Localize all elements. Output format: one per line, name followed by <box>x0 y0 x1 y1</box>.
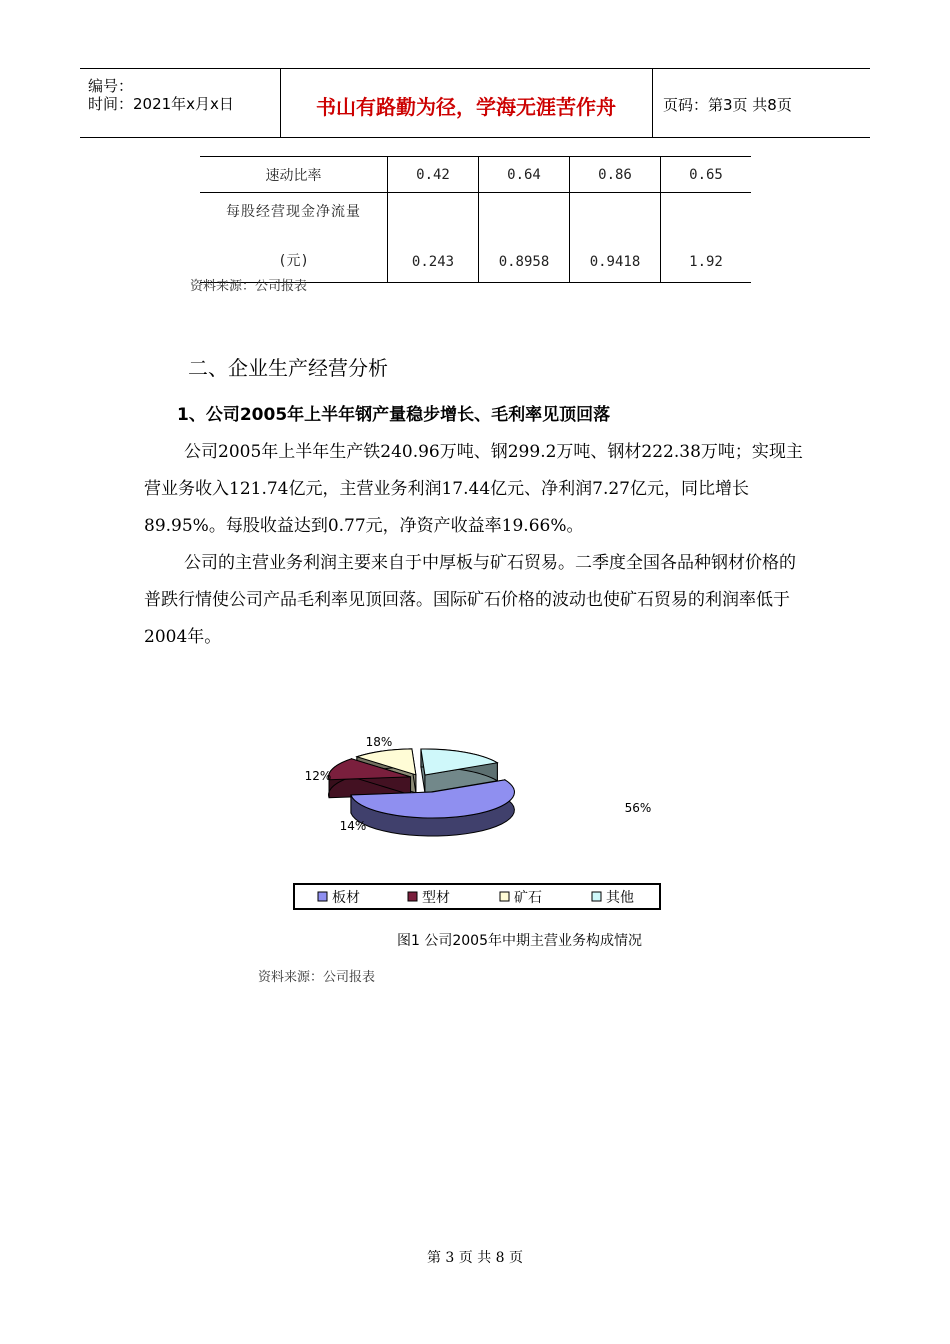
page-info: 页码：第3页 共8页 <box>663 96 792 114</box>
table-cell-value: 0.243 <box>411 254 455 270</box>
table-cell: 0.86 <box>570 157 661 193</box>
table-cell <box>661 193 752 283</box>
paragraph-2-text: 公司的主营业务利润主要来自于中厚板与矿石贸易。二季度全国各品种钢材价格的普跌行情使公司产品毛利率见顶回落。国际矿石价格的波动也使矿石贸易的利润率低于2004年。 <box>144 553 796 647</box>
table-label-line2: (元) <box>278 253 309 269</box>
figure-source: 资料来源：公司报表 <box>258 970 376 985</box>
legend-swatch <box>592 892 601 901</box>
table-cell-value: 0.8958 <box>498 254 550 270</box>
page-header <box>80 68 870 138</box>
number-label: 编号： <box>88 77 134 95</box>
legend-label: 其他 <box>606 890 634 906</box>
figure-caption: 图1 公司2005年中期主营业务构成情况 <box>397 933 642 949</box>
pie-label: 14% <box>339 819 367 833</box>
pie-label: 12% <box>304 769 332 783</box>
table-cell: 0.65 <box>661 157 752 193</box>
header-meta-cell <box>80 69 281 137</box>
table-cell <box>570 193 661 283</box>
table-row <box>200 157 751 193</box>
table-source: 资料来源：公司报表 <box>190 279 308 294</box>
table-cell <box>479 193 570 283</box>
header-motto-cell <box>280 69 653 137</box>
legend-swatch <box>500 892 509 901</box>
table-cell-label: 速动比率 <box>200 157 388 193</box>
legend-label: 型材 <box>422 890 450 906</box>
page-footer: 第 3 页 共 8 页 <box>426 1250 524 1266</box>
table-cell-value: 0.9418 <box>589 254 641 270</box>
pie-chart-svg <box>290 730 670 915</box>
legend-swatch <box>408 892 417 901</box>
pie-label: 18% <box>365 735 393 749</box>
legend-label: 矿石 <box>514 890 542 906</box>
table-cell <box>388 193 479 283</box>
table-cell-label <box>200 193 388 283</box>
pie-label: 56% <box>624 801 652 815</box>
section-subheading: 1、公司2005年上半年钢产量稳步增长、毛利率见顶回落 <box>177 405 611 425</box>
paragraph-1 <box>144 434 804 545</box>
pie-chart <box>290 730 670 915</box>
motto: 书山有路勤为径，学海无涯苦作舟 <box>316 95 616 119</box>
table-cell: 0.42 <box>388 157 479 193</box>
time-label: 时间：2021年x月x日 <box>88 95 234 113</box>
table-row <box>200 193 751 283</box>
legend-swatch <box>318 892 327 901</box>
section-heading: 二、企业生产经营分析 <box>188 356 388 380</box>
legend-label: 板材 <box>332 890 360 906</box>
paragraph-1-text: 公司2005年上半年生产铁240.96万吨、钢299.2万吨、钢材222.38万吨；实现主营业务收入121.74亿元，主营业务利润17.44亿元、净利润7.27亿元，同比增长89.95%。每股收益达到0.77元，净资产收益率19.66%。 <box>144 442 803 536</box>
table-label-line1: 每股经营现金净流量 <box>226 204 361 220</box>
financial-table <box>200 156 751 283</box>
header-page-cell <box>653 69 870 137</box>
table-cell-value: 1.92 <box>689 254 723 270</box>
paragraph-2 <box>144 545 804 656</box>
table-cell: 0.64 <box>479 157 570 193</box>
